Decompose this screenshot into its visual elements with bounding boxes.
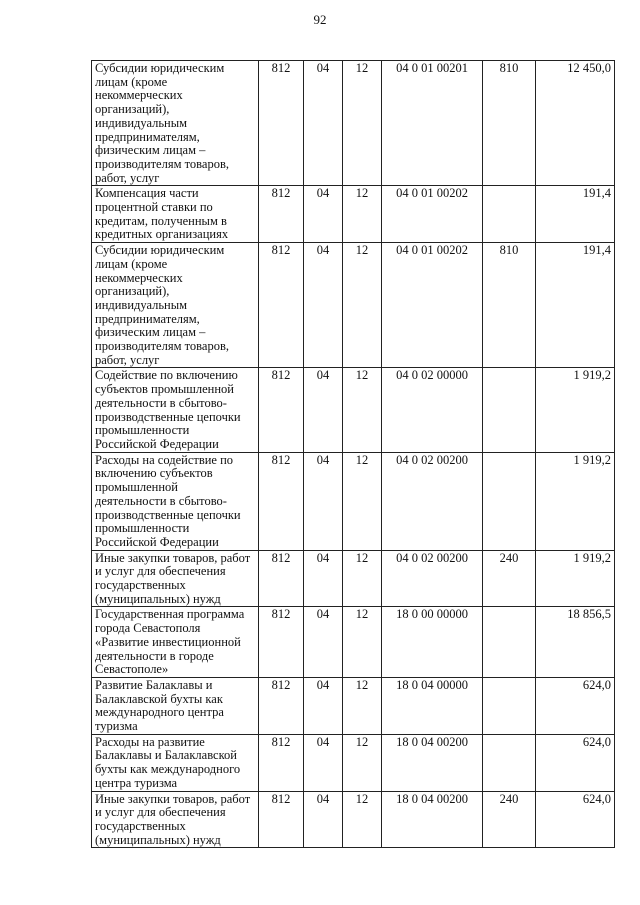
budget-table-body xyxy=(92,61,615,848)
department-code-cell: 812 xyxy=(259,61,304,186)
section-code-cell: 04 xyxy=(304,607,343,678)
subsection-code-cell: 12 xyxy=(343,791,382,848)
expense-type-cell: 810 xyxy=(483,243,536,368)
amount-cell: 191,4 xyxy=(536,186,615,243)
table-row xyxy=(92,734,615,791)
target-article-cell: 04 0 01 00202 xyxy=(382,186,483,243)
amount-cell: 18 856,5 xyxy=(536,607,615,678)
target-article-cell: 04 0 02 00000 xyxy=(382,368,483,452)
page-number: 92 xyxy=(313,12,327,27)
section-code-cell: 04 xyxy=(304,186,343,243)
row-name-cell: Субсидии юридическим лицам (кроме некоммерческих организаций), индивидуальным предпринимателям, физическим лицам – производителям товаров, работ, услуг xyxy=(92,243,259,368)
expense-type-cell xyxy=(483,452,536,550)
subsection-code-cell: 12 xyxy=(343,734,382,791)
section-code-cell: 04 xyxy=(304,677,343,734)
target-article-cell: 04 0 01 00202 xyxy=(382,243,483,368)
table-row xyxy=(92,677,615,734)
budget-table xyxy=(91,60,615,848)
department-code-cell: 812 xyxy=(259,734,304,791)
department-code-cell: 812 xyxy=(259,677,304,734)
department-code-cell: 812 xyxy=(259,243,304,368)
row-name-cell: Компенсация части процентной ставки по кредитам, полученным в кредитных организациях xyxy=(92,186,259,243)
expense-type-cell xyxy=(483,186,536,243)
amount-cell: 624,0 xyxy=(536,734,615,791)
row-name-cell: Государственная программа города Севастополя «Развитие инвестиционной деятельности в городе Севастополе» xyxy=(92,607,259,678)
expense-type-cell: 810 xyxy=(483,61,536,186)
department-code-cell: 812 xyxy=(259,550,304,607)
table-row xyxy=(92,607,615,678)
target-article-cell: 18 0 00 00000 xyxy=(382,607,483,678)
section-code-cell: 04 xyxy=(304,243,343,368)
subsection-code-cell: 12 xyxy=(343,61,382,186)
expense-type-cell xyxy=(483,607,536,678)
expense-type-cell xyxy=(483,734,536,791)
amount-cell: 1 919,2 xyxy=(536,368,615,452)
amount-cell: 1 919,2 xyxy=(536,452,615,550)
section-code-cell: 04 xyxy=(304,550,343,607)
target-article-cell: 18 0 04 00000 xyxy=(382,677,483,734)
department-code-cell: 812 xyxy=(259,791,304,848)
amount-cell: 624,0 xyxy=(536,677,615,734)
table-row xyxy=(92,243,615,368)
department-code-cell: 812 xyxy=(259,607,304,678)
subsection-code-cell: 12 xyxy=(343,550,382,607)
department-code-cell: 812 xyxy=(259,368,304,452)
amount-cell: 12 450,0 xyxy=(536,61,615,186)
row-name-cell: Иные закупки товаров, работ и услуг для обеспечения государственных (муниципальных) нужд xyxy=(92,791,259,848)
row-name-cell: Развитие Балаклавы и Балаклавской бухты как международного центра туризма xyxy=(92,677,259,734)
subsection-code-cell: 12 xyxy=(343,677,382,734)
expense-type-cell xyxy=(483,677,536,734)
target-article-cell: 18 0 04 00200 xyxy=(382,791,483,848)
table-row xyxy=(92,452,615,550)
subsection-code-cell: 12 xyxy=(343,452,382,550)
table-row xyxy=(92,368,615,452)
section-code-cell: 04 xyxy=(304,791,343,848)
table-row xyxy=(92,791,615,848)
amount-cell: 1 919,2 xyxy=(536,550,615,607)
table-row xyxy=(92,186,615,243)
row-name-cell: Иные закупки товаров, работ и услуг для обеспечения государственных (муниципальных) нужд xyxy=(92,550,259,607)
target-article-cell: 04 0 02 00200 xyxy=(382,550,483,607)
subsection-code-cell: 12 xyxy=(343,186,382,243)
department-code-cell: 812 xyxy=(259,452,304,550)
subsection-code-cell: 12 xyxy=(343,368,382,452)
target-article-cell: 04 0 02 00200 xyxy=(382,452,483,550)
subsection-code-cell: 12 xyxy=(343,607,382,678)
expense-type-cell: 240 xyxy=(483,550,536,607)
subsection-code-cell: 12 xyxy=(343,243,382,368)
department-code-cell: 812 xyxy=(259,186,304,243)
section-code-cell: 04 xyxy=(304,452,343,550)
target-article-cell: 18 0 04 00200 xyxy=(382,734,483,791)
row-name-cell: Субсидии юридическим лицам (кроме некоммерческих организаций), индивидуальным предпринимателям, физическим лицам – производителям товаров, работ, услуг xyxy=(92,61,259,186)
section-code-cell: 04 xyxy=(304,734,343,791)
amount-cell: 624,0 xyxy=(536,791,615,848)
section-code-cell: 04 xyxy=(304,61,343,186)
amount-cell: 191,4 xyxy=(536,243,615,368)
expense-type-cell: 240 xyxy=(483,791,536,848)
table-row xyxy=(92,61,615,186)
expense-type-cell xyxy=(483,368,536,452)
row-name-cell: Расходы на развитие Балаклавы и Балаклавской бухты как международного центра туризма xyxy=(92,734,259,791)
target-article-cell: 04 0 01 00201 xyxy=(382,61,483,186)
row-name-cell: Содействие по включению субъектов промышленной деятельности в сбытово- производственные цепочки промышленности Российской Федерации xyxy=(92,368,259,452)
section-code-cell: 04 xyxy=(304,368,343,452)
table-row xyxy=(92,550,615,607)
row-name-cell: Расходы на содействие по включению субъектов промышленной деятельности в сбытово- производственные цепочки промышленности Российской Федерации xyxy=(92,452,259,550)
